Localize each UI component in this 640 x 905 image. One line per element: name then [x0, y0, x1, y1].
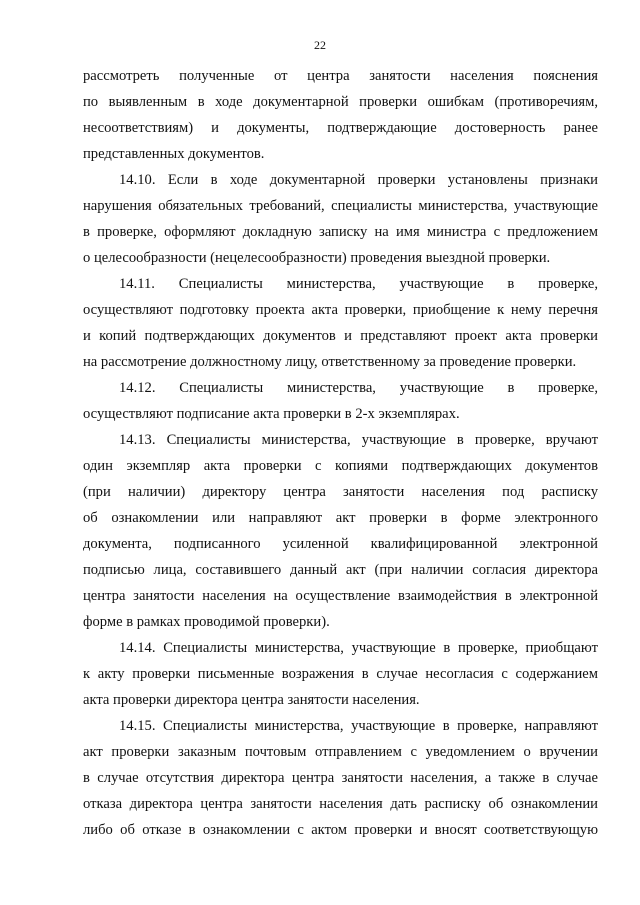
text-line: о целесообразности (нецелесообразности) проведения выездной проверки. — [83, 250, 551, 266]
paragraph-14-15 — [83, 713, 598, 843]
text-line: и копий подтверждающих документов и представляют проект акта проверки — [83, 328, 598, 344]
text-line: представленных документов. — [83, 146, 265, 162]
text-line: центра занятости населения на осуществление взаимодействия в электронной — [83, 588, 598, 604]
page-number: 22 — [314, 38, 326, 52]
text-line: по выявленным в ходе документарной проверки ошибкам (противоречиям, — [83, 94, 598, 110]
text-line: акта проверки директора центра занятости населения. — [83, 692, 420, 708]
text-line: осуществляют подписание акта проверки в 2-х экземплярах. — [83, 406, 460, 422]
text-line: 14.15. Специалисты министерства, участвующие в проверке, направляют — [119, 718, 598, 734]
text-line: в проверке, оформляют докладную записку на имя министра с предложением — [83, 224, 598, 240]
paragraph — [83, 63, 598, 167]
text-line: несоответствиям) и документы, подтверждающие достоверность ранее — [83, 120, 598, 136]
paragraph-14-12 — [83, 375, 598, 427]
text-line: осуществляют подготовку проекта акта проверки, приобщение к нему перечня — [83, 302, 598, 318]
text-line: акт проверки заказным почтовым отправлением с уведомлением о вручении — [83, 744, 598, 760]
text-line: нарушения обязательных требований, специалисты министерства, участвующие — [83, 198, 598, 214]
text-line: либо об отказе в ознакомлении с актом проверки и вносят соответствующую — [83, 822, 598, 838]
text-line: к акту проверки письменные возражения в случае несогласия с содержанием — [83, 666, 598, 682]
text-line: об ознакомлении или направляют акт проверки в форме электронного — [83, 510, 598, 526]
text-line: 14.12. Специалисты министерства, участвующие в проверке, — [119, 380, 598, 396]
text-line: на рассмотрение должностному лицу, ответственному за проведение проверки. — [83, 354, 577, 370]
text-line: подписью лица, составившего данный акт (при наличии согласия директора — [83, 562, 598, 578]
text-line: 14.11. Специалисты министерства, участвующие в проверке, — [119, 276, 598, 292]
text-line: 14.13. Специалисты министерства, участвующие в проверке, вручают — [119, 432, 598, 448]
text-line: один экземпляр акта проверки с копиями подтверждающих документов — [83, 458, 598, 474]
document-body — [83, 63, 598, 843]
text-line: рассмотреть полученные от центра занятости населения пояснения — [83, 68, 598, 84]
text-line: в случае отсутствия директора центра занятости населения, а также в случае — [83, 770, 598, 786]
paragraph-14-11 — [83, 271, 598, 375]
text-line: форме в рамках проводимой проверки). — [83, 614, 330, 630]
text-line: (при наличии) директору центра занятости населения под расписку — [83, 484, 598, 500]
text-line: 14.10. Если в ходе документарной проверки установлены признаки — [119, 172, 598, 188]
text-line: 14.14. Специалисты министерства, участвующие в проверке, приобщают — [119, 640, 598, 656]
text-line: документа, подписанного усиленной квалифицированной электронной — [83, 536, 598, 552]
paragraph-14-13 — [83, 427, 598, 635]
paragraph-14-10 — [83, 167, 598, 271]
paragraph-14-14 — [83, 635, 598, 713]
text-line: отказа директора центра занятости населения дать расписку об ознакомлении — [83, 796, 598, 812]
